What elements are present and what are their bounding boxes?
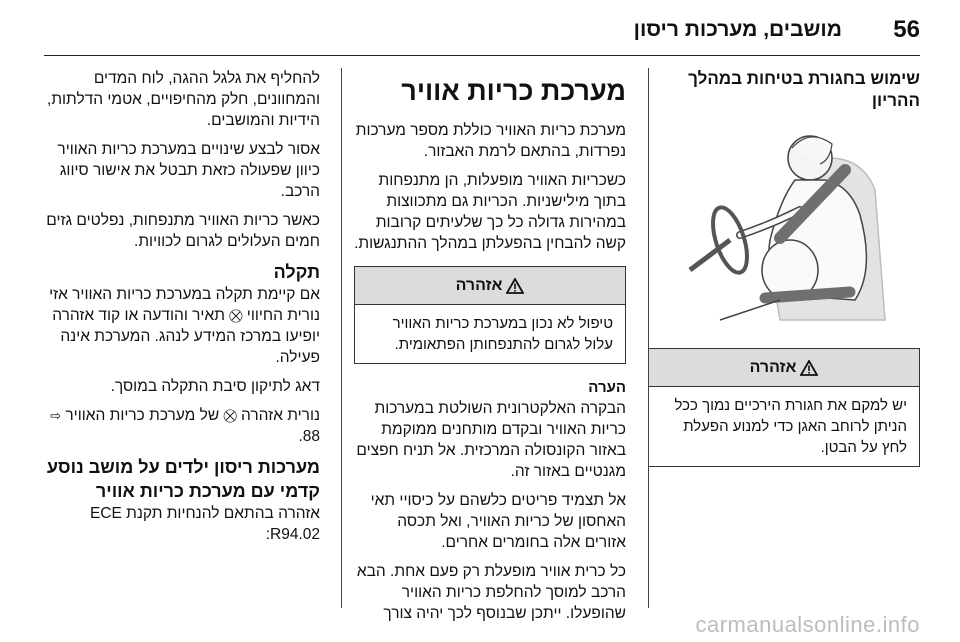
- text-span: נורית אזהרה: [241, 407, 320, 424]
- column-divider-left: [341, 68, 342, 608]
- warning-box-header: [649, 349, 919, 387]
- page-number: 56: [893, 16, 920, 43]
- text-span: אם קיימת תקלה במערכת כריות האוויר אזי נורית החיווי: [49, 286, 320, 324]
- paragraph: להחליף את גלגל ההגה, לוח המדים והמחוונים, חלק מהחיפויים, אטמי הדלתות, הידיות והמושבים.: [47, 70, 320, 129]
- warning-text: יש למקם את חגורת הירכיים נמוך ככל הניתן לרוחב האגן כדי למנוע הפעלת לחץ על הבטן.: [674, 397, 907, 456]
- note-heading: הערה: [588, 379, 626, 396]
- warning-box-pregnancy: [648, 348, 920, 467]
- airbag-warning-light-icon: ⛒: [229, 308, 243, 323]
- pregnant-driver-seatbelt-illustration: [660, 120, 920, 330]
- paragraph: דאג לתיקון סיבת התקלה במוסך.: [110, 378, 320, 395]
- warning-label: אזהרה: [455, 277, 503, 294]
- text-span: תאיר והודעה או קוד אזהרה יופיעו במרכז המידע לנהג. המערכת אינה פעילה.: [52, 307, 320, 366]
- warning-label: אזהרה: [749, 359, 797, 376]
- left-column: [32, 68, 320, 553]
- paragraph: כשכריות האוויר מופעלות, הן מתנפחות בתוך מילישניות. הכריות גם מתכווצות במהירות גדולה כל כך שלעיתים קרובות קשה להבחין בהפעלתן במהלך ההתנגשות.: [354, 172, 626, 252]
- paragraph: הבקרה האלקטרונית השולטת במערכות כריות האוויר ובקדם מותחנים ממוקמת באזור הקונסולה המרכזית. אל תניח חפצים מגנטיים באזור זה.: [356, 400, 626, 480]
- page-header: [0, 0, 960, 56]
- paragraph: אסור לבצע שינויים במערכת כריות האוויר כיוון שפעולה כזאת תבטל את אישור סיווג הרכב.: [57, 141, 320, 200]
- paragraph: [32, 284, 320, 368]
- page-reference-icon: ⇨: [50, 408, 62, 423]
- paragraph: כל כרית אוויר מופעלת רק פעם אחת. הבא הרכב למוסך להחלפת כריות האוויר שהופעלו. ייתכן שבנוסף לכך יהיה צורך: [356, 563, 626, 622]
- child-restraint-heading: מערכות ריסון ילדים על מושב נוסע קדמי עם מערכת כריות אוויר: [46, 457, 320, 501]
- paragraph: אל תצמיד פריטים כלשהם על כיסויי תאי האחסון של כריות האוויר, ואל תכסה אזורים אלה בחומרים אחרים.: [370, 492, 626, 551]
- paragraph: כאשר כריות האוויר מתנפחות, נפלטים גזים חמים העלולים לגרום לכוויות.: [46, 212, 320, 250]
- warning-triangle-icon: [506, 278, 524, 294]
- right-column: [648, 68, 920, 467]
- page-reference-number[interactable]: 88: [302, 428, 320, 445]
- airbag-warning-light-icon: ⛒: [223, 408, 237, 423]
- warning-box-airbag: [354, 266, 626, 364]
- paragraph: אזהרה בהתאם להנחיות תקנת ECE R94.02:: [89, 505, 320, 543]
- column-divider-right: [648, 68, 649, 608]
- paragraph: מערכת כריות האוויר כוללת מספר מערכות נפרדות, בהתאם לרמת האבזור.: [355, 122, 626, 160]
- warning-text: טיפול לא נכון במערכת כריות האוויר עלול לגרום להתנפחותן הפתאומית.: [392, 315, 613, 353]
- section-title-airbag: מערכת כריות אוויר: [401, 76, 626, 106]
- section-heading-pregnancy: שימוש בחגורת בטיחות במהלך ההריון: [688, 69, 920, 110]
- warning-box-header: [355, 267, 625, 305]
- header-rule: [44, 55, 920, 56]
- fault-heading: תקלה: [273, 262, 320, 282]
- watermark: carmanualsonline.info: [695, 612, 920, 637]
- paragraph: נורית אזהרה ⛒ של מערכת כריות האוויר ⇨ 88.: [50, 407, 320, 445]
- middle-column: [354, 68, 626, 632]
- warning-triangle-icon: [800, 360, 818, 376]
- text-span: של מערכת כריות האוויר: [65, 407, 220, 424]
- running-title: מושבים, מערכות ריסון: [633, 18, 842, 41]
